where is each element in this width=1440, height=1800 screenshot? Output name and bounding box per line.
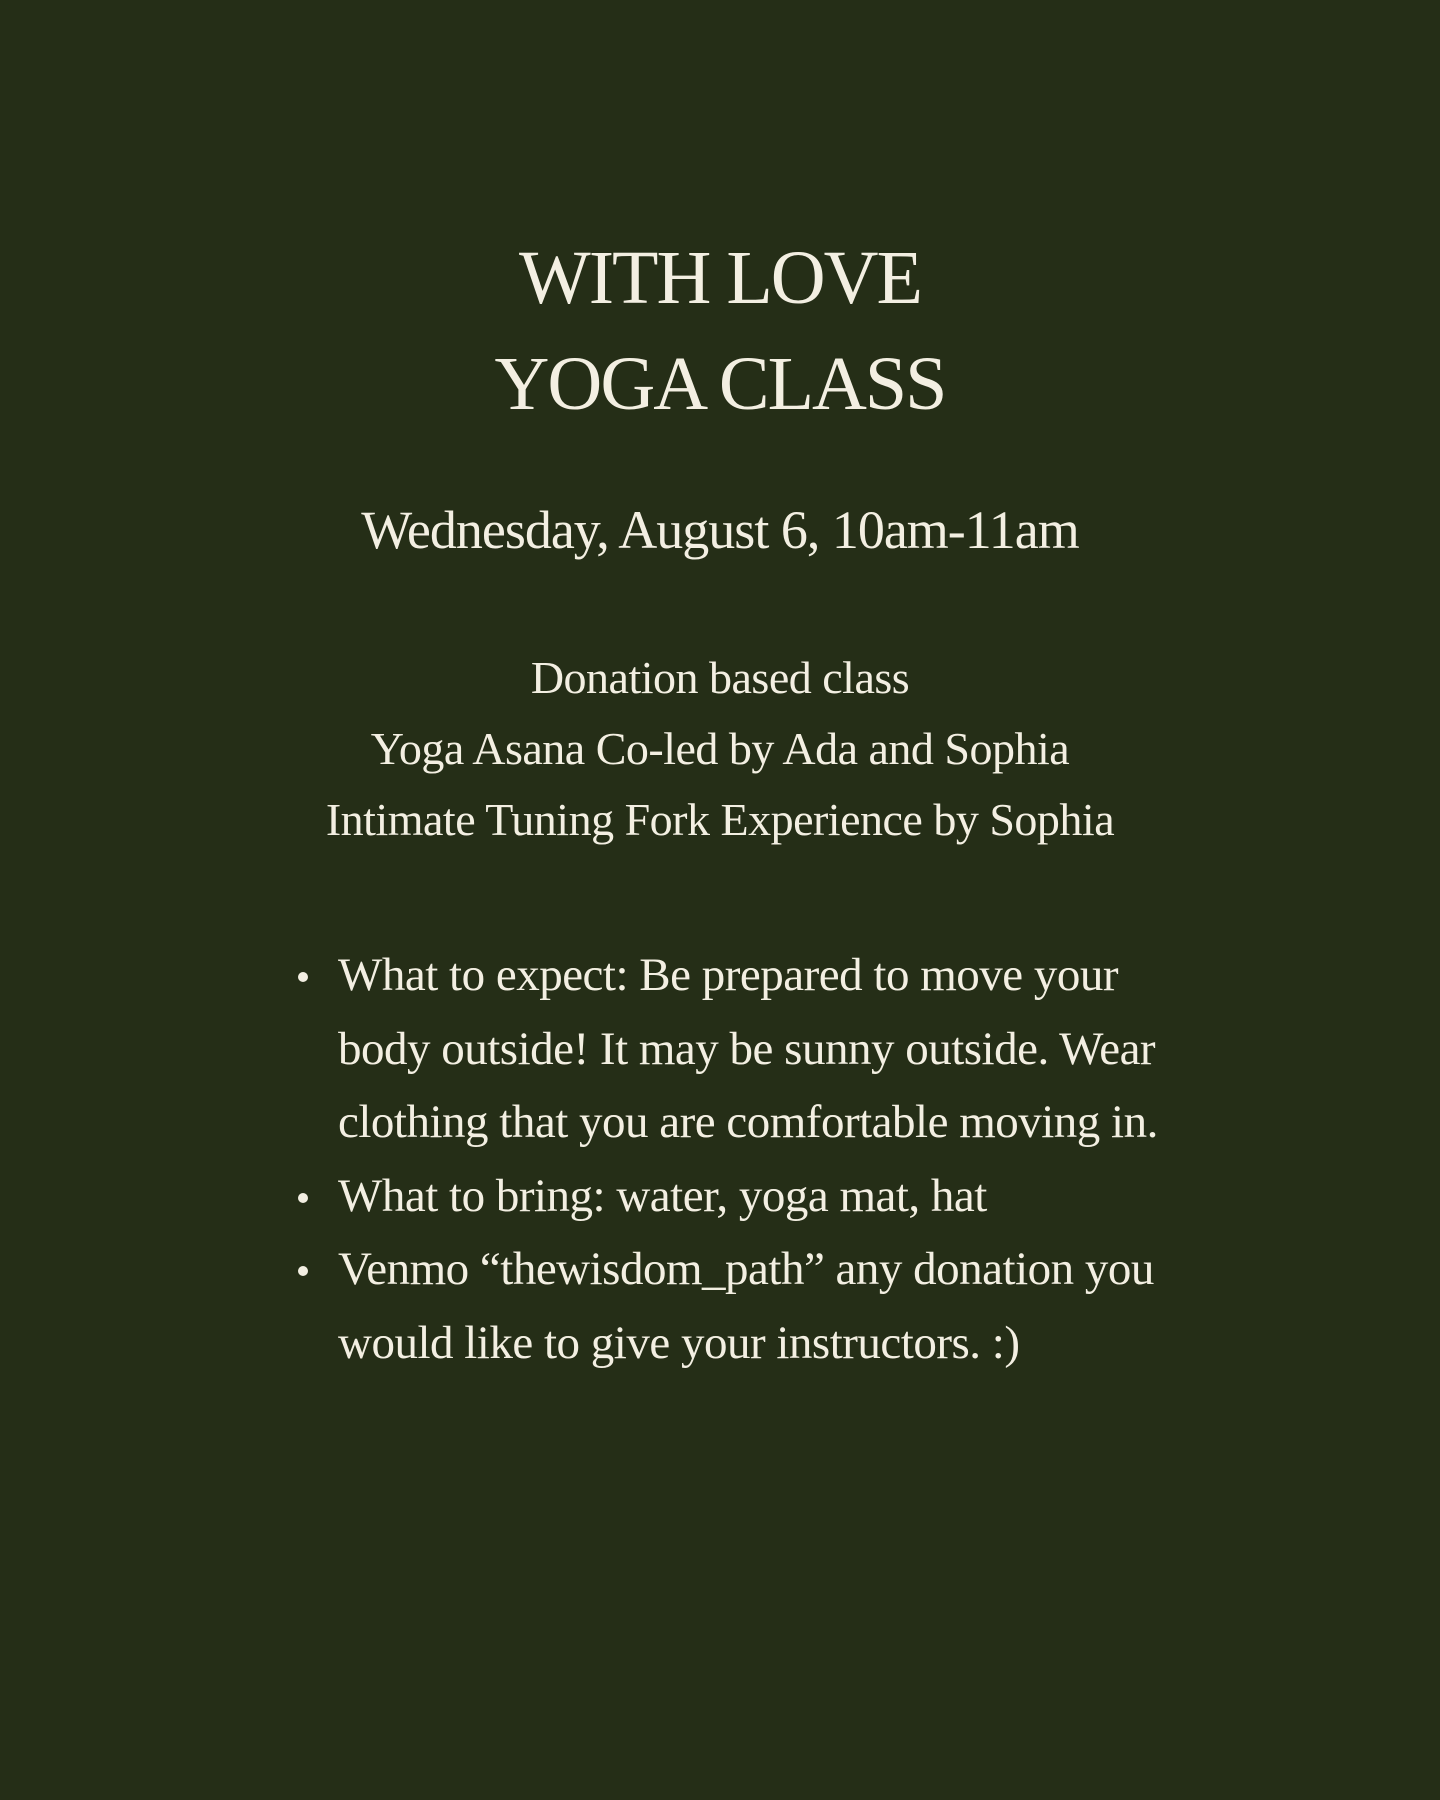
title-line-1: WITH LOVE [519,236,921,320]
bullet-dot-icon [298,1193,308,1203]
bullet-item-what-to-bring [290,1160,1190,1234]
title-line-2: YOGA CLASS [494,342,946,426]
bullet-item-what-to-expect [290,939,1190,1160]
detail-line: Intimate Tuning Fork Experience by Sophia [325,794,1115,845]
class-details [0,642,1440,855]
bullet-text: What to bring: water, yoga mat, hat [338,1169,987,1222]
bullet-item-venmo [290,1233,1190,1380]
bullet-text: What to expect: Be prepared to move your body outside! It may be sunny outside. Wear clothing that you are comfortable moving in. [338,949,1158,1148]
bullet-text: Venmo “thewisdom_path” any donation you would like to give your instructors. :) [338,1243,1154,1369]
bullet-dot-icon [298,1266,308,1276]
event-datetime: Wednesday, August 6, 10am-11am [361,500,1079,560]
detail-line: Donation based class [530,652,910,703]
bullet-dot-icon [298,972,308,982]
info-bullet-list [290,939,1190,1380]
detail-line: Yoga Asana Co-led by Ada and Sophia [370,723,1070,774]
flyer-title [0,225,1440,437]
